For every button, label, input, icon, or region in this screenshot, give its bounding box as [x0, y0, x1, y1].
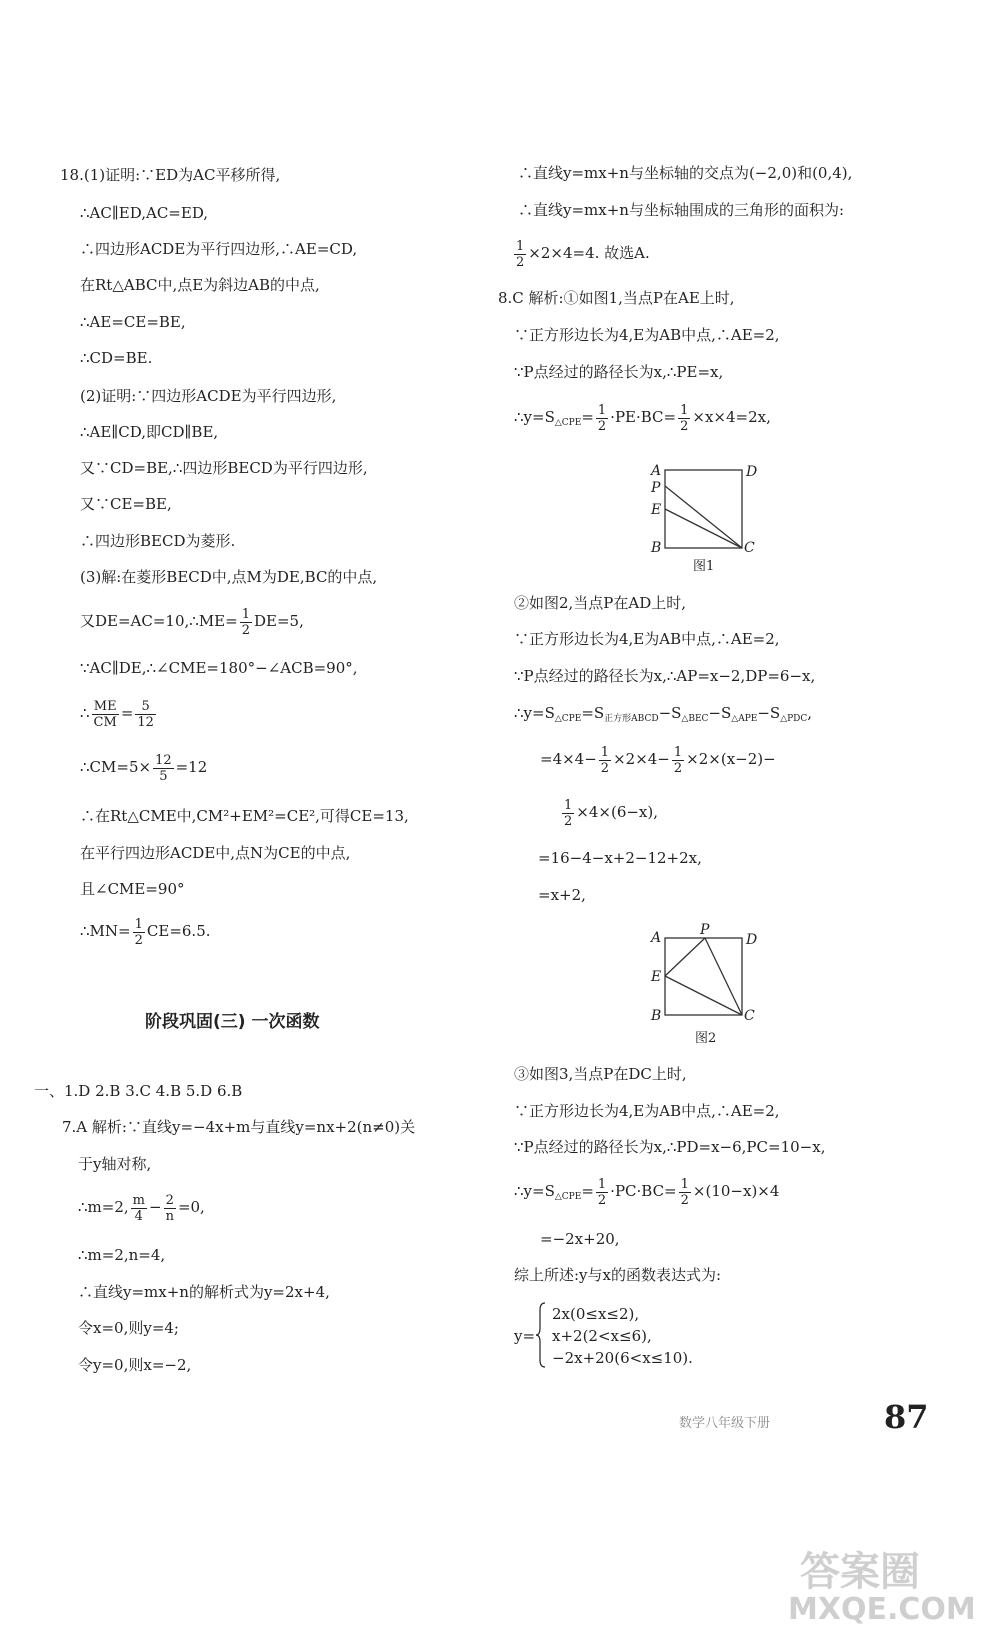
- answers-line: 一、1.D 2.B 3.C 4.B 5.D 6.B: [34, 1082, 243, 1100]
- point-label: A: [651, 463, 662, 479]
- q18-line: (3)解:在菱形BECD中,点M为DE,BC的中点,: [80, 568, 378, 586]
- point-label: E: [651, 502, 662, 518]
- q8-summary: 综上所述:y与x的函数表达式为:: [514, 1266, 722, 1284]
- q7-line: ∴直线y=mx+n的解析式为y=2x+4,: [78, 1283, 330, 1301]
- q8-calc-line: $\frac{1}{2}$ ×4×(6−x),: [564, 797, 659, 829]
- q8-y-line: $\therefore y=S_{\triangle CPE}=$ $\frac{1}{2}$ ·PC·BC= $\frac{1}{2}$ ×(10−x)×4: [514, 1176, 780, 1208]
- piecewise-case: 2x(0≤x≤2),: [552, 1305, 640, 1323]
- point-label: P: [651, 480, 661, 496]
- figure-1: [645, 460, 775, 580]
- book-title: 数学八年级下册: [679, 1416, 771, 1431]
- q8-line: ∵P点经过的路径长为x,∴AP=x−2,DP=6−x,: [514, 667, 816, 685]
- q18-line: ∴四边形ACDE为平行四边形,∴AE=CD,: [80, 240, 358, 258]
- q18-line: (2)证明:∵四边形ACDE为平行四边形,: [80, 387, 337, 405]
- q8-calc-line: =4×4− $\frac{1}{2}$ ×2×4− $\frac{1}{2}$ ×2×(x−2)−: [540, 744, 776, 776]
- fraction: $\frac{1}{2}$: [516, 238, 525, 270]
- q18-line: 且∠CME=90°: [80, 880, 185, 898]
- q18-line: ∴在Rt△CME中,CM²+EM²=CE²,可得CE=13,: [80, 807, 409, 825]
- q8-line: ②如图2,当点P在AD上时,: [514, 594, 687, 612]
- q8-y-line: $\therefore y=S_{\triangle CPE}=$ $\frac{1}{2}$ ·PE·BC= $\frac{1}{2}$ ×x×4=2x,: [514, 402, 771, 434]
- q7-area-line: $\frac{1}{2}$ ×2×4=4. 故选A.: [516, 238, 650, 270]
- q7-line: 于y轴对称,: [78, 1155, 152, 1173]
- fraction: $\frac{1}{2}$: [680, 1176, 689, 1208]
- q18-cm-line: ∴CM=5× $\frac{12}{5}$ =12: [80, 752, 208, 784]
- q18-line: 在Rt△ABC中,点E为斜边AB的中点,: [80, 276, 320, 294]
- q7-line: 7.A 解析:∵直线y=−4x+m与直线y=nx+2(n≠0)关: [62, 1118, 416, 1136]
- q7-m-line: ∴m=2, $\frac{m}{4}$ − $\frac{2}{n}$ =0,: [78, 1192, 205, 1224]
- q8-area-line: $\therefore y=S_{\triangle CPE}=S_{正方形ABCD}-S_{\triangle BEC}-S_{\triangle APE}-S_{\triangle PDC}$,: [514, 704, 813, 724]
- piecewise-lhs: y=: [514, 1327, 536, 1345]
- q7-cont-line: ∴直线y=mx+n与坐标轴围成的三角形的面积为:: [518, 201, 845, 219]
- fraction: $\frac{1}{2}$: [564, 797, 573, 829]
- q8-line: ∵正方形边长为4,E为AB中点,∴AE=2,: [514, 630, 780, 648]
- fraction: $\frac{1}{2}$: [134, 916, 143, 948]
- q18-line: ∴四边形BECD为菱形.: [80, 532, 236, 550]
- fraction: $\frac{1}{2}$: [241, 606, 250, 638]
- q18-me-line: 又DE=AC=10,∴ME= $\frac{1}{2}$ DE=5,: [80, 606, 304, 638]
- point-label: C: [744, 540, 755, 556]
- fraction: $\frac{ME}{CM}$: [93, 698, 117, 730]
- q18-line: 又∵CD=BE,∴四边形BECD为平行四边形,: [80, 459, 368, 477]
- q18-line: ∴AE∥CD,即CD∥BE,: [80, 423, 219, 441]
- piecewise-case: −2x+20(6<x≤10).: [552, 1349, 693, 1367]
- q18-angle-line: ∵AC∥DE,∴∠CME=180°−∠ACB=90°,: [80, 659, 358, 677]
- fraction: $\frac{5}{12}$: [137, 698, 154, 730]
- page-number: 87: [884, 1398, 929, 1436]
- figure-caption: 图1: [693, 559, 715, 574]
- fraction: $\frac{1}{2}$: [597, 402, 607, 434]
- square-abcd: [665, 470, 742, 548]
- point-label: C: [744, 1008, 755, 1024]
- q18-ratio-line: ∴ $\frac{ME}{CM}$ = $\frac{5}{12}$: [80, 698, 154, 730]
- fraction: $\frac{12}{5}$: [155, 752, 172, 784]
- point-label: A: [651, 930, 662, 946]
- segment-pc: [705, 938, 742, 1015]
- q8-line: ③如图3,当点P在DC上时,: [514, 1065, 687, 1083]
- segment-pe: [665, 938, 705, 976]
- q7-line: 令x=0,则y=4;: [78, 1319, 179, 1337]
- q8-calc-line: =−2x+20,: [540, 1230, 620, 1248]
- q18-line: ∴CD=BE.: [80, 349, 153, 367]
- q8-line: 8.C 解析:①如图1,当点P在AE上时,: [498, 289, 735, 307]
- section-title: 阶段巩固(三) 一次函数: [145, 1012, 320, 1032]
- figure-caption: 图2: [695, 1031, 717, 1046]
- figure-2: [645, 920, 775, 1050]
- q7-line: 令y=0,则x=−2,: [78, 1356, 192, 1374]
- piecewise-case: x+2(2<x≤6),: [552, 1327, 652, 1345]
- fraction: $\frac{1}{2}$: [680, 402, 689, 434]
- q18-line: 在平行四边形ACDE中,点N为CE的中点,: [80, 844, 351, 862]
- q7-cont-line: ∴直线y=mx+n与坐标轴的交点为(−2,0)和(0,4),: [518, 164, 853, 182]
- fraction: $\frac{1}{2}$: [600, 744, 610, 776]
- q18-line: 18.(1)证明:∵ED为AC平移所得,: [60, 166, 281, 184]
- q18-line: ∴AC∥ED,AC=ED,: [80, 204, 209, 222]
- point-label: B: [651, 1008, 662, 1024]
- brace-icon: [536, 1302, 546, 1368]
- square-abcd: [665, 938, 742, 1015]
- point-label: E: [651, 969, 662, 985]
- point-label: P: [700, 922, 710, 938]
- segment-ec: [665, 509, 742, 548]
- q8-calc-line: =x+2,: [538, 886, 586, 904]
- q8-line: ∵正方形边长为4,E为AB中点,∴AE=2,: [514, 1102, 780, 1120]
- q18-line: ∴AE=CE=BE,: [80, 313, 186, 331]
- point-label: D: [746, 464, 758, 480]
- watermark-title: 答案圈: [800, 1549, 920, 1595]
- point-label: B: [651, 540, 662, 556]
- segment-ec: [665, 976, 742, 1015]
- fraction: $\frac{m}{4}$: [132, 1192, 145, 1224]
- segment-pc: [665, 486, 742, 548]
- q8-calc-line: =16−4−x+2−12+2x,: [538, 849, 702, 867]
- q18-mn-line: ∴MN= $\frac{1}{2}$ CE=6.5.: [80, 916, 211, 948]
- piecewise-function: [514, 1302, 774, 1372]
- watermark-url: MXQE.COM: [788, 1592, 976, 1627]
- fraction: $\frac{1}{2}$: [597, 1176, 607, 1208]
- q8-line: ∵正方形边长为4,E为AB中点,∴AE=2,: [514, 326, 780, 344]
- q7-line: ∴m=2,n=4,: [78, 1246, 166, 1264]
- q18-line: 又∵CE=BE,: [80, 495, 172, 513]
- q8-line: ∵P点经过的路径长为x,∴PE=x,: [514, 363, 724, 381]
- fraction: $\frac{1}{2}$: [673, 744, 683, 776]
- point-label: D: [746, 932, 758, 948]
- fraction: $\frac{2}{n}$: [165, 1192, 174, 1224]
- q8-line: ∵P点经过的路径长为x,∴PD=x−6,PC=10−x,: [514, 1138, 826, 1156]
